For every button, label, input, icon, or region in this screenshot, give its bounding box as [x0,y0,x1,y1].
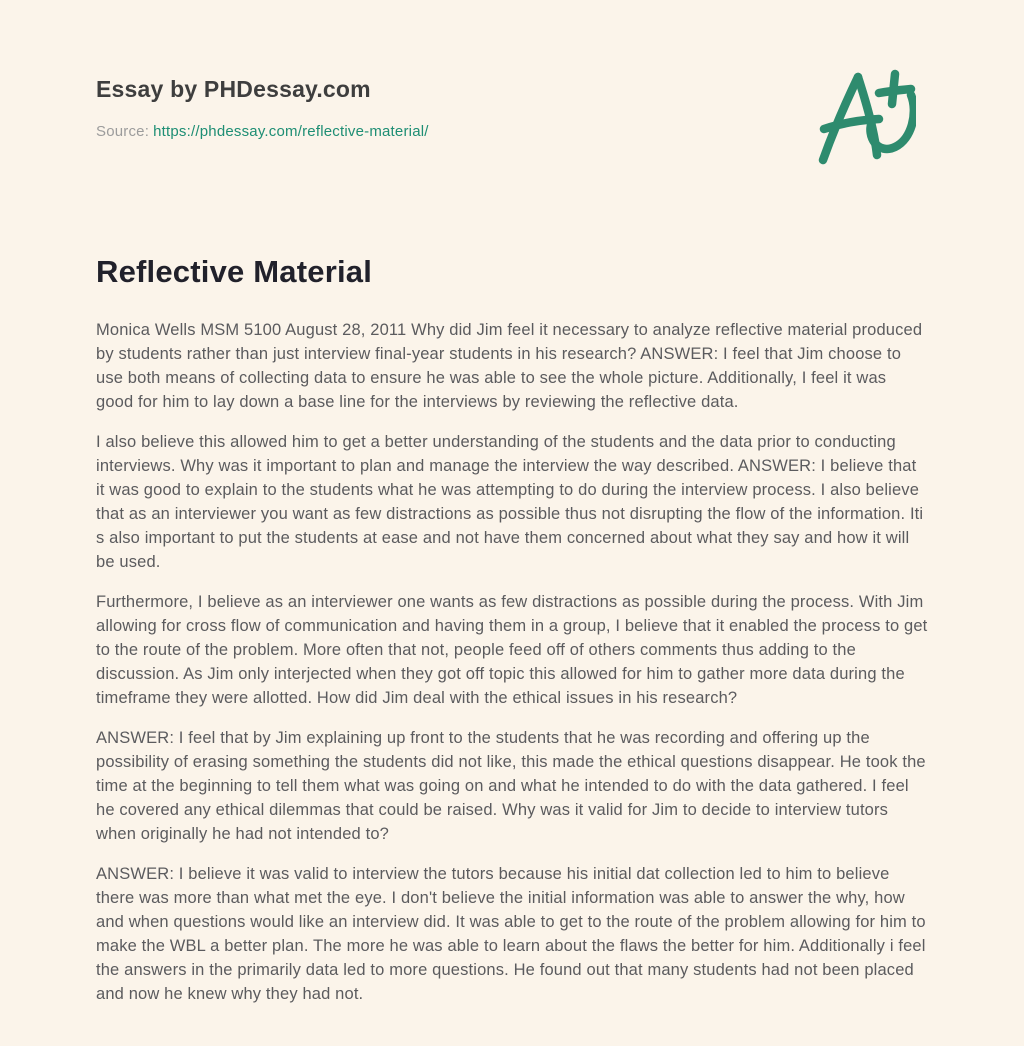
a-plus-logo-icon [816,66,916,168]
source-line [96,123,429,140]
source-url-link[interactable]: https://phdessay.com/reflective-material/ [153,123,429,140]
essay-paragraph: I also believe this allowed him to get a better understanding of the students and the data prior to conducting interviews. Why was it important to plan and manage the interview the way described. ANSWER: I believe that it was good to explain to the students what he was attempting to do during the interview process. I also believe that as an interviewer you want as few distractions as possible thus not disrupting the flow of the information. Iti s also important to put the students at ease and not have them concerned about what they say and how it will be used. [96,433,924,571]
essay-paragraph: ANSWER: I feel that by Jim explaining up front to the students that he was recording and offering up the possibility of erasing something the students did not like, this made the ethical questions disappear. He took the time at the beginning to tell them what was going on and what he intended to do with the data gathered. I feel he covered any ethical dilemmas that could be raised. Why was it valid for Jim to decide to interview tutors when originally he had not intended to? [96,729,926,843]
site-title: Essay by PHDessay.com [96,76,371,102]
page-header [96,76,928,168]
header-text-block [96,76,429,140]
essay-paragraph: Furthermore, I believe as an interviewer one wants as few distractions as possible during the process. With Jim allowing for cross flow of communication and having them in a group, I believe that it enabled the process to get to the route of the problem. More often that not, people feed off of others comments thus adding to the discussion. As Jim only interjected when they got off topic this allowed for him to gather more data during the timeframe they were allotted. How did Jim deal with the ethical issues in his research? [96,593,928,707]
essay-paragraph: Monica Wells MSM 5100 August 28, 2011 Why did Jim feel it necessary to analyze reflective material produced by students rather than just interview final-year students in his research? ANSWER: I feel that Jim choose to use both means of collecting data to ensure he was able to see the whole picture. Additionally, I feel it was good for him to lay down a base line for the interviews by reviewing the reflective data. [96,321,923,411]
essay-body [96,318,928,1006]
essay-paragraph: ANSWER: I believe it was valid to interview the tutors because his initial dat collection led to him to believe there was more than what met the eye. I don't believe the initial information was able to answer the why, how and when questions would like an interview did. It was able to get to the route of the problem allowing for him to make the WBL a better plan. The more he was able to learn about the flaws the better for him. Additionally i feel the answers in the primarily data led to more questions. He found out that many students had not been placed and now he knew why they had not. [96,865,926,1003]
article-title: Reflective Material [96,254,373,289]
source-label: Source: [96,123,150,140]
